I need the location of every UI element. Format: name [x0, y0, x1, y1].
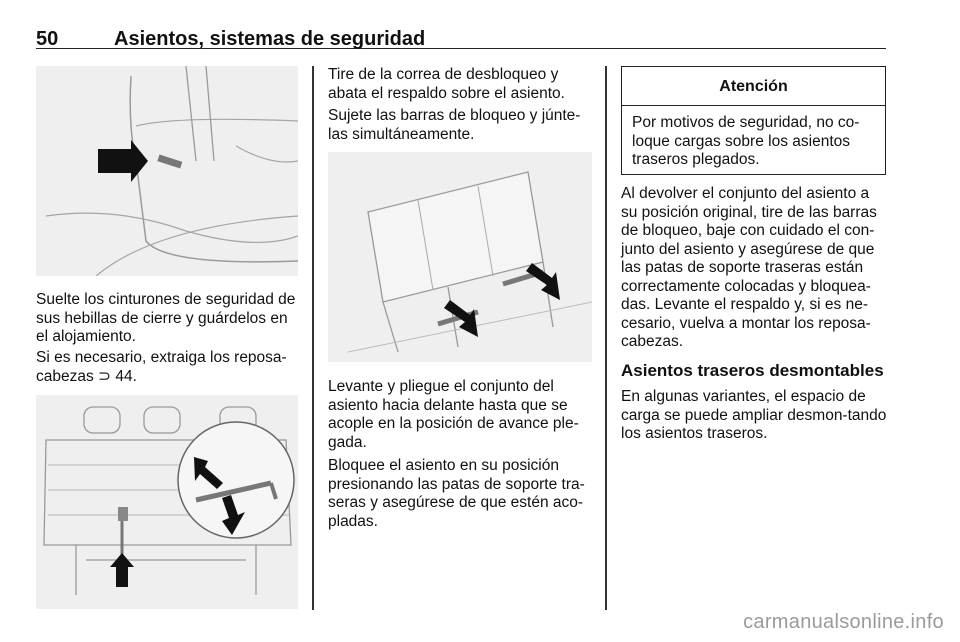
paragraph: Al devolver el conjunto del asiento a su posición original, tire de las barras de bloqueo, baje con cuidado el con-junto del asiento y asegúrese de que las patas de soporte traseras están correctamente colocadas y bloquea-das. Levante el respaldo y, si es ne-cesario, vuelva a montar los reposa-cabezas.: [621, 185, 877, 350]
figure-seatbelt-stowage: [36, 66, 298, 276]
figure-seat-locking-bars: [328, 152, 592, 362]
seatbelt-illustration: [36, 66, 298, 276]
section-title: Asientos, sistemas de seguridad: [114, 28, 426, 50]
arrow-reference-icon: ⊃: [98, 367, 112, 385]
paragraph: Tire de la correa de desbloqueo y abata el respaldo sobre el asiento.: [328, 66, 565, 102]
paragraph: Levante y pliegue el conjunto del asiento hacia delante hasta que se acople en la posición de avance ple-gada.: [328, 378, 579, 451]
figure-headrest-removal: [36, 395, 298, 609]
paragraph: Suelte los cinturones de seguridad de sus hebillas de cierre y guárdelos en el alojamiento.: [36, 291, 296, 345]
caution-text: Por motivos de seguridad, no co-loque cargas sobre los asientos traseros plegados.: [632, 114, 860, 168]
folded-seat-illustration: [328, 152, 592, 362]
page-header: [36, 8, 886, 49]
caution-box: [621, 66, 886, 175]
column-divider: [312, 66, 314, 610]
watermark-link[interactable]: carmanualsonline.info: [743, 611, 944, 633]
paragraph: Si es necesario, extraiga los reposa-cabezas ⊃ 44.: [36, 349, 287, 385]
paragraph: En algunas variantes, el espacio de carga se puede ampliar desmon-tando los asientos traseros.: [621, 388, 887, 442]
page-number: 50: [36, 28, 59, 50]
paragraph: Bloquee el asiento en su posición presionando las patas de soporte tra-seras y asegúrese de que estén aco-pladas.: [328, 457, 585, 530]
rear-seat-illustration: [36, 395, 298, 609]
paragraph: Sujete las barras de bloqueo y júnte-las simultáneamente.: [328, 107, 581, 143]
column-divider: [605, 66, 607, 610]
caution-title: Atención: [622, 67, 885, 106]
section-subheading: Asientos traseros desmontables: [621, 361, 884, 380]
